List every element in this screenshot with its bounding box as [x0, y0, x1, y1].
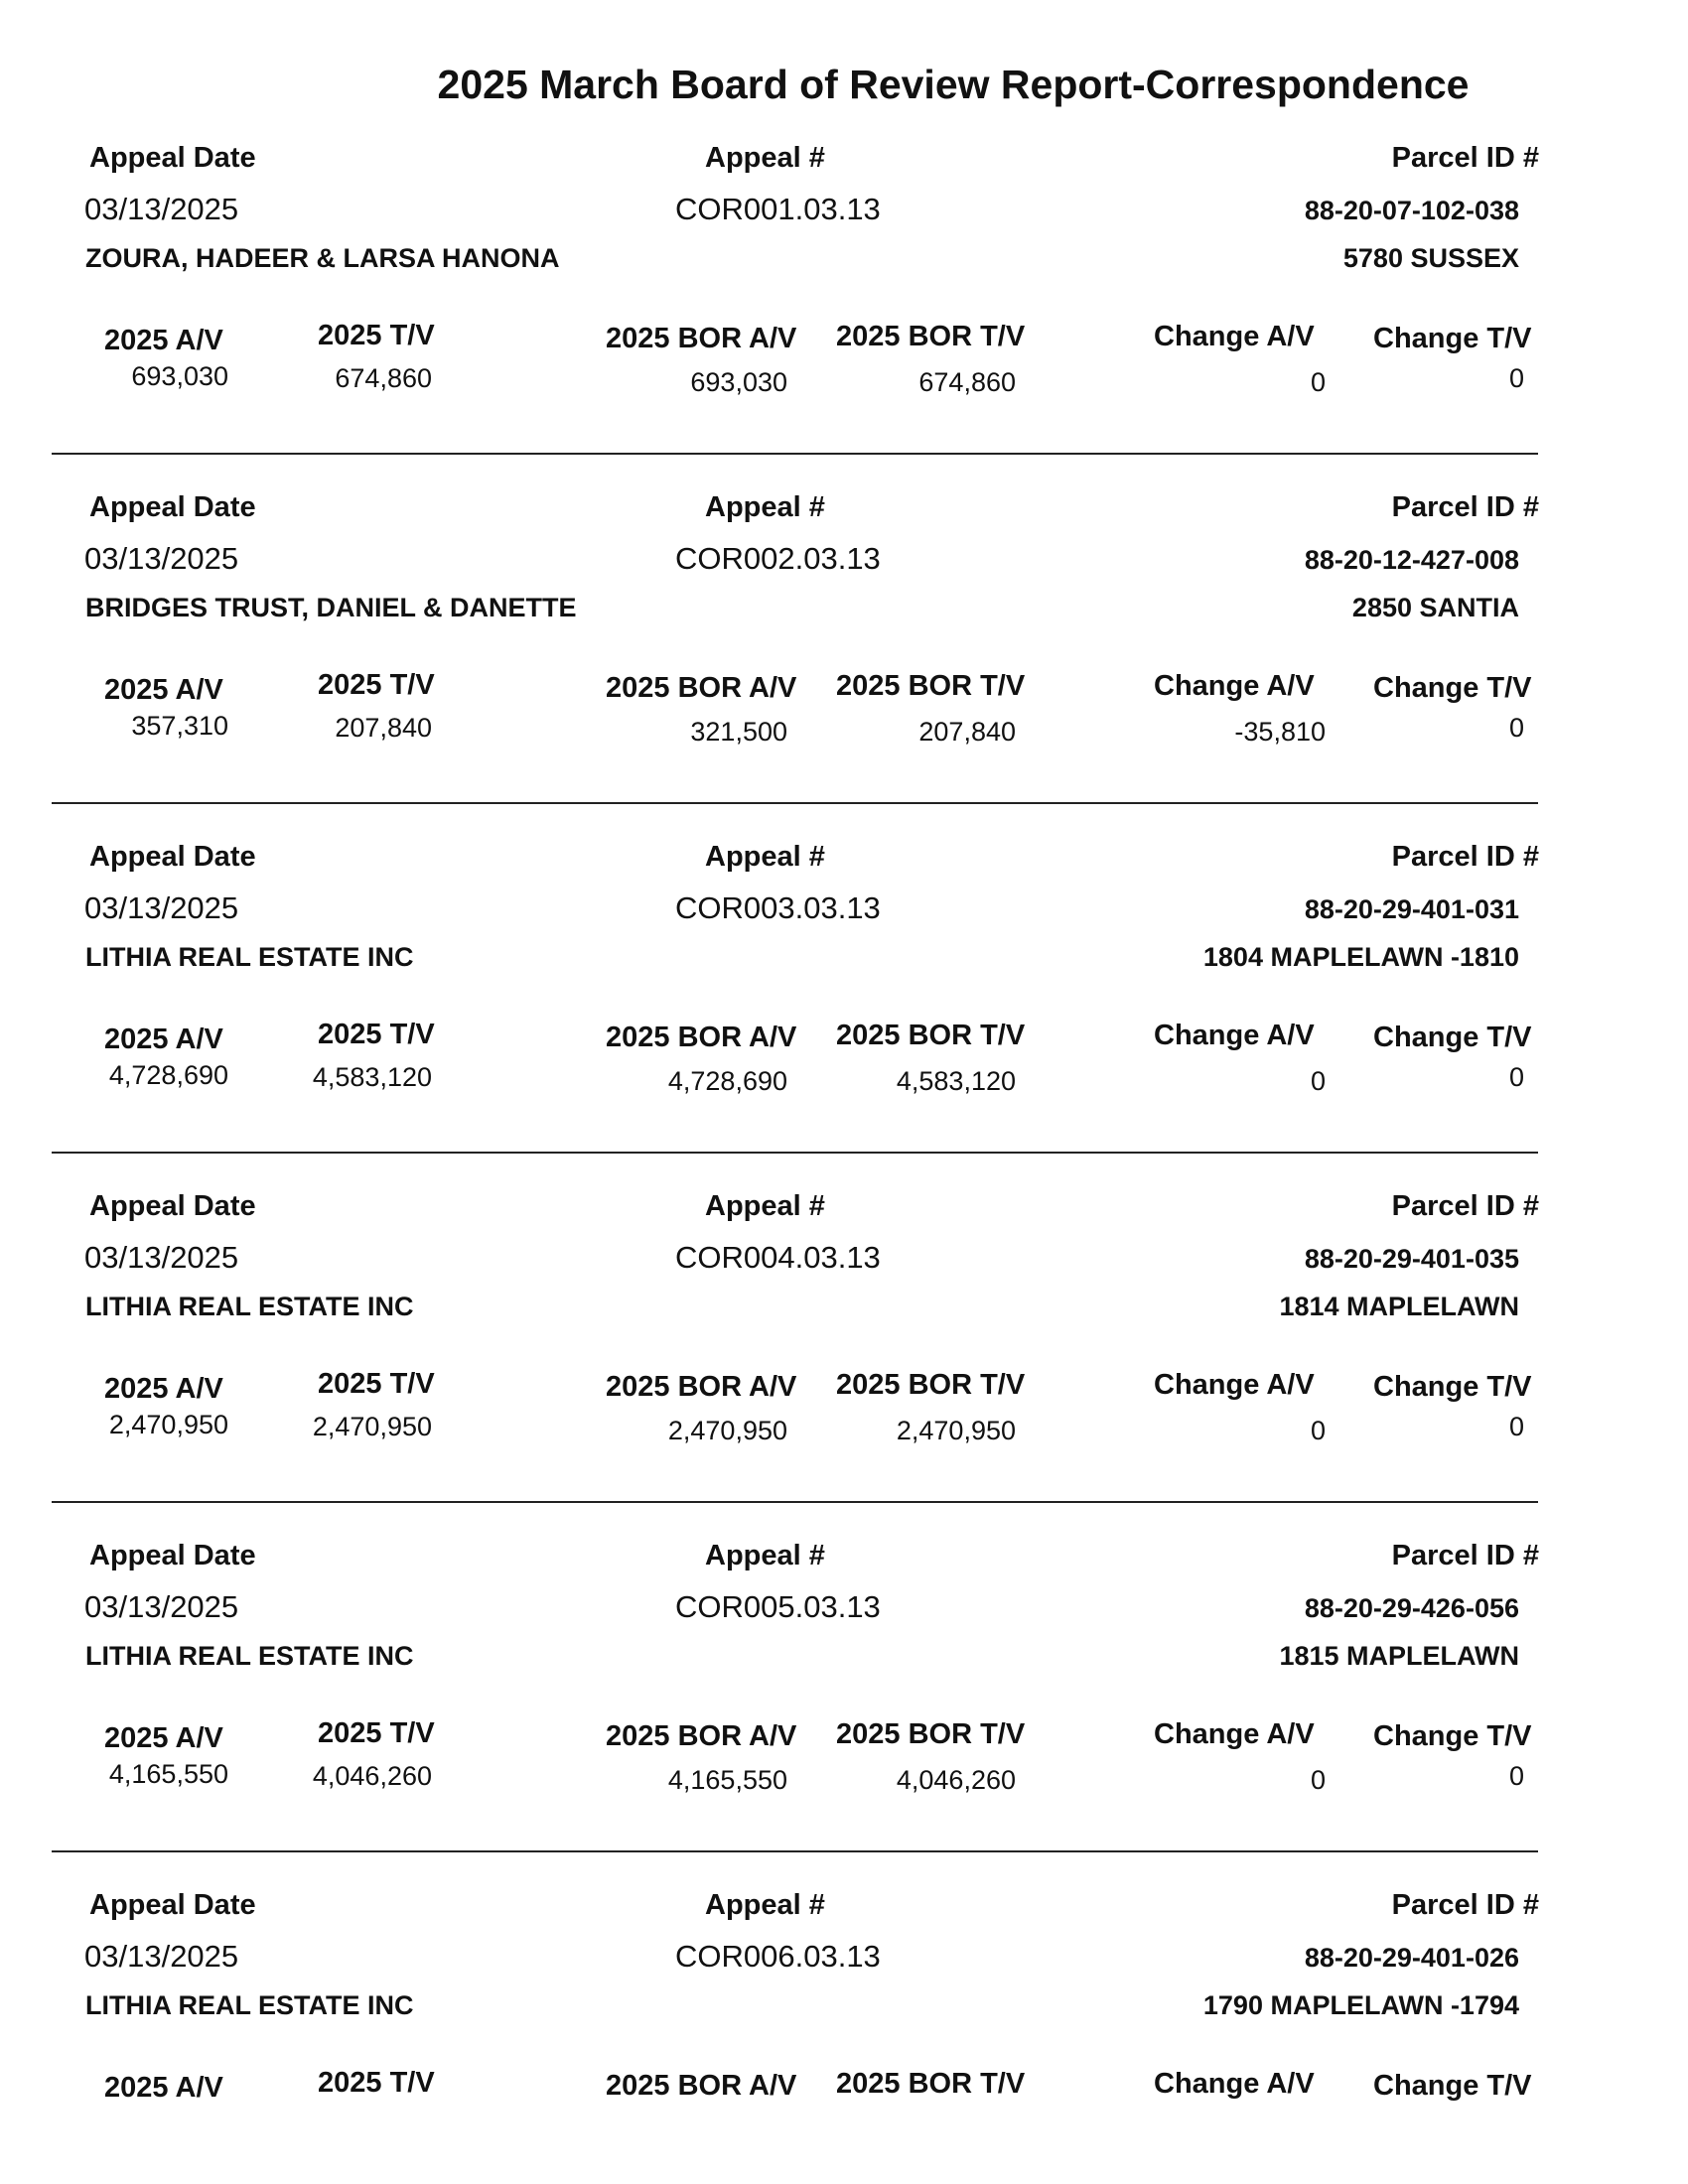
change-av-label: Change A/V [1154, 670, 1315, 702]
tv-2025-label: 2025 T/V [318, 669, 435, 701]
tv-2025-label: 2025 T/V [318, 1368, 435, 1400]
appeal-number-value: COR003.03.13 [675, 890, 881, 925]
av-2025-value: 693,030 [131, 361, 228, 391]
av-2025-value: 2,470,950 [108, 1410, 228, 1439]
appeal-record [0, 699, 1688, 1096]
parcel-id-value: 88-20-29-401-026 [1304, 1943, 1519, 1973]
change-av-label: Change A/V [1154, 2068, 1315, 2100]
change-tv-label: Change T/V [1373, 1371, 1532, 1403]
appeal-date-value: 03/13/2025 [84, 1939, 239, 1974]
bor-av-2025-label: 2025 BOR A/V [606, 2070, 797, 2102]
property-address: 1815 MAPLELAWN [1279, 1641, 1519, 1671]
property-address: 1790 MAPLELAWN -1794 [1202, 1990, 1519, 2020]
bor-av-2025-value: 4,165,550 [667, 1765, 787, 1795]
change-av-value: -35,810 [1234, 717, 1326, 747]
bor-av-2025-value: 321,500 [690, 717, 787, 747]
change-av-label: Change A/V [1154, 1020, 1315, 1051]
appeal-number-label: Appeal # [705, 1540, 825, 1571]
parcel-id-value: 88-20-29-401-031 [1304, 894, 1519, 924]
appeal-number-value: COR004.03.13 [675, 1240, 881, 1275]
parcel-id-label: Parcel ID # [1391, 841, 1539, 873]
change-tv-value: 0 [1508, 713, 1524, 743]
bor-tv-2025-value: 2,470,950 [896, 1416, 1016, 1445]
change-tv-value: 0 [1508, 1062, 1524, 1092]
tv-2025-value: 207,840 [335, 713, 432, 743]
property-address: 5780 SUSSEX [1342, 243, 1519, 273]
av-2025-value: 4,165,550 [108, 1759, 228, 1789]
appeal-number-value: COR006.03.13 [675, 1939, 881, 1974]
bor-tv-2025-label: 2025 BOR T/V [836, 321, 1026, 352]
property-address: 1804 MAPLELAWN -1810 [1202, 942, 1519, 972]
parcel-id-label: Parcel ID # [1391, 1889, 1539, 1921]
appeal-date-value: 03/13/2025 [84, 890, 239, 925]
tv-2025-label: 2025 T/V [318, 1019, 435, 1050]
owner-name: BRIDGES TRUST, DANIEL & DANETTE [85, 593, 577, 622]
bor-av-2025-label: 2025 BOR A/V [606, 1371, 797, 1403]
av-2025-label: 2025 A/V [104, 1373, 223, 1405]
appeal-date-value: 03/13/2025 [84, 1240, 239, 1275]
tv-2025-value: 674,860 [335, 363, 432, 393]
appeal-date-label: Appeal Date [89, 841, 256, 873]
appeal-number-label: Appeal # [705, 1190, 825, 1222]
appeal-record [0, 1747, 1688, 2104]
report-title: 2025 March Board of Review Report-Correspondence [437, 62, 1470, 107]
property-address: 2850 SANTIA [1351, 593, 1519, 622]
av-2025-label: 2025 A/V [104, 2072, 223, 2104]
appeal-number-label: Appeal # [705, 142, 825, 174]
change-av-label: Change A/V [1154, 321, 1315, 352]
appeal-number-value: COR005.03.13 [675, 1589, 881, 1624]
tv-2025-label: 2025 T/V [318, 320, 435, 351]
owner-name: LITHIA REAL ESTATE INC [85, 942, 414, 972]
change-tv-value: 0 [1508, 1761, 1524, 1791]
appeal-number-value: COR002.03.13 [675, 541, 881, 576]
appeal-number-label: Appeal # [705, 1889, 825, 1921]
appeal-date-value: 03/13/2025 [84, 541, 239, 576]
bor-tv-2025-value: 4,583,120 [896, 1066, 1016, 1096]
tv-2025-label: 2025 T/V [318, 1717, 435, 1749]
appeal-record [0, 0, 1688, 397]
appeal-date-value: 03/13/2025 [84, 1589, 239, 1624]
parcel-id-label: Parcel ID # [1391, 1190, 1539, 1222]
appeal-date-label: Appeal Date [89, 491, 256, 523]
change-av-value: 0 [1310, 1066, 1326, 1096]
bor-tv-2025-value: 207,840 [918, 717, 1016, 747]
appeal-date-label: Appeal Date [89, 1540, 256, 1571]
change-av-value: 0 [1310, 367, 1326, 397]
bor-tv-2025-label: 2025 BOR T/V [836, 1369, 1026, 1401]
bor-tv-2025-label: 2025 BOR T/V [836, 670, 1026, 702]
av-2025-label: 2025 A/V [104, 1024, 223, 1055]
parcel-id-value: 88-20-29-401-035 [1304, 1244, 1519, 1274]
av-2025-label: 2025 A/V [104, 325, 223, 356]
parcel-id-value: 88-20-29-426-056 [1304, 1593, 1519, 1623]
property-address: 1814 MAPLELAWN [1279, 1292, 1519, 1321]
bor-tv-2025-label: 2025 BOR T/V [836, 1718, 1026, 1750]
parcel-id-value: 88-20-12-427-008 [1304, 545, 1519, 575]
bor-av-2025-label: 2025 BOR A/V [606, 672, 797, 704]
tv-2025-label: 2025 T/V [318, 2067, 435, 2099]
change-tv-label: Change T/V [1373, 672, 1532, 704]
owner-name: LITHIA REAL ESTATE INC [85, 1641, 414, 1671]
bor-tv-2025-label: 2025 BOR T/V [836, 2068, 1026, 2100]
bor-av-2025-value: 2,470,950 [667, 1416, 787, 1445]
appeal-date-value: 03/13/2025 [84, 192, 239, 226]
av-2025-label: 2025 A/V [104, 674, 223, 706]
av-2025-value: 357,310 [131, 711, 228, 741]
appeal-date-label: Appeal Date [89, 142, 256, 174]
change-tv-label: Change T/V [1373, 2070, 1532, 2102]
bor-tv-2025-value: 674,860 [918, 367, 1016, 397]
change-av-value: 0 [1310, 1765, 1326, 1795]
bor-tv-2025-label: 2025 BOR T/V [836, 1020, 1026, 1051]
appeal-number-value: COR001.03.13 [675, 192, 881, 226]
bor-av-2025-value: 693,030 [690, 367, 787, 397]
change-tv-value: 0 [1508, 363, 1524, 393]
appeal-number-label: Appeal # [705, 491, 825, 523]
change-tv-label: Change T/V [1373, 1720, 1532, 1752]
parcel-id-label: Parcel ID # [1391, 142, 1539, 174]
av-2025-label: 2025 A/V [104, 1722, 223, 1754]
parcel-id-value: 88-20-07-102-038 [1304, 196, 1519, 225]
bor-tv-2025-value: 4,046,260 [896, 1765, 1016, 1795]
av-2025-value: 4,728,690 [108, 1060, 228, 1090]
bor-av-2025-label: 2025 BOR A/V [606, 1022, 797, 1053]
appeal-record [0, 349, 1688, 747]
appeal-record [0, 1048, 1688, 1445]
parcel-id-label: Parcel ID # [1391, 491, 1539, 523]
change-tv-label: Change T/V [1373, 323, 1532, 354]
tv-2025-value: 2,470,950 [312, 1412, 432, 1441]
bor-av-2025-label: 2025 BOR A/V [606, 1720, 797, 1752]
appeal-date-label: Appeal Date [89, 1889, 256, 1921]
change-tv-label: Change T/V [1373, 1022, 1532, 1053]
appeal-number-label: Appeal # [705, 841, 825, 873]
parcel-id-label: Parcel ID # [1391, 1540, 1539, 1571]
owner-name: LITHIA REAL ESTATE INC [85, 1990, 414, 2020]
bor-av-2025-value: 4,728,690 [667, 1066, 787, 1096]
owner-name: LITHIA REAL ESTATE INC [85, 1292, 414, 1321]
owner-name: ZOURA, HADEER & LARSA HANONA [85, 243, 560, 273]
tv-2025-value: 4,046,260 [312, 1761, 432, 1791]
bor-av-2025-label: 2025 BOR A/V [606, 323, 797, 354]
tv-2025-value: 4,583,120 [312, 1062, 432, 1092]
change-tv-value: 0 [1508, 1412, 1524, 1441]
change-av-value: 0 [1310, 1416, 1326, 1445]
change-av-label: Change A/V [1154, 1718, 1315, 1750]
change-av-label: Change A/V [1154, 1369, 1315, 1401]
appeal-record [0, 1398, 1688, 1795]
appeal-date-label: Appeal Date [89, 1190, 256, 1222]
